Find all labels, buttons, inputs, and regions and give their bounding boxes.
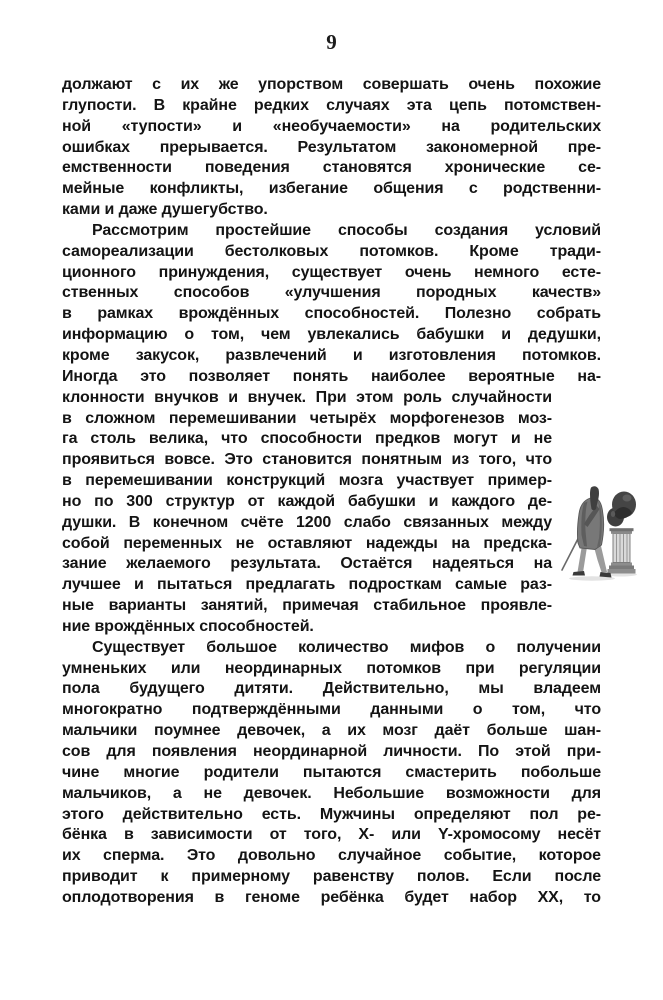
- text-line: ной «тупости» и «необучаемости» на родительских: [62, 117, 601, 135]
- text-line: самореализации бестолковых потомков. Кроме тради-: [62, 242, 601, 260]
- illustration: [554, 483, 642, 583]
- text-line: но по 300 структур от каждой бабушки и каждого де-: [62, 492, 552, 510]
- text-line: многократно подтверждёнными данными о том, что: [62, 701, 601, 719]
- page-number: 9: [326, 30, 337, 54]
- text-line: их сперма. Это довольно случайное событие, которое: [62, 847, 601, 865]
- text-line: Существует большое количество мифов о получении: [92, 638, 601, 656]
- text-line: ками и даже душегубство.: [62, 201, 268, 219]
- text-line: приводит к примерному равенству полов. Если после: [62, 868, 601, 886]
- text-line: мальчиков, а не девочек. Небольшие возможности для: [62, 784, 601, 802]
- text-line: бёнка в зависимости от того, X- или Y-хромосому несёт: [62, 826, 601, 844]
- text-line: ные варианты занятий, примечая стабильное проявле-: [62, 597, 552, 615]
- text-line: проявиться вовсе. Это становится понятным из того, что: [62, 451, 552, 469]
- text-line: в рамках врождённых способностей. Полезно собрать: [62, 305, 601, 323]
- body-text: [62, 75, 601, 909]
- text-line: ние врождённых способностей.: [62, 617, 314, 635]
- text-line: чине многие родители пытаются смастерить побольше: [62, 763, 601, 781]
- text-line: в сложном перемешивании четырёх морфогенезов моз-: [62, 409, 552, 427]
- text-line: оплодотворения в геноме ребёнка будет набор XX, то: [62, 888, 601, 906]
- text-line: умненьких или неординарных потомков при регуляции: [62, 659, 601, 677]
- man-viewing-sculpture-illustration: [554, 483, 642, 583]
- text-line: собой переменных не оставляют надежды на предска-: [62, 534, 552, 552]
- text-line: мейные конфликты, избегание общения с родственни-: [62, 180, 601, 198]
- text-line: сов для появления неординарной личности. По этой при-: [62, 743, 601, 760]
- text-line: информацию о том, чем увлекались бабушки и дедушки,: [62, 326, 601, 344]
- text-line: зание желаемого результата. Остаётся надеяться на: [62, 555, 552, 573]
- text-line: глупости. В крайне редких случаях эта цепь потомствен-: [62, 96, 601, 114]
- pedestal-column-icon: [608, 528, 636, 573]
- text-line: мальчики поумнее девочек, а их мозг даёт больше шан-: [62, 722, 601, 740]
- man-figure-icon: [562, 486, 612, 577]
- text-line: этого действительно есть. Мужчины определяют пол ре-: [62, 805, 601, 823]
- text-line: лучшее и пытаться предлагать подросткам самые раз-: [62, 576, 552, 594]
- text-line: емственности поведения становятся хронические се-: [62, 159, 601, 177]
- text-line: душки. В конечном счёте 1200 слабо связанных между: [62, 513, 552, 531]
- text-line: Рассмотрим простейшие способы создания условий: [92, 221, 601, 239]
- text-line: в перемешивании конструкций мозга участвует пример-: [62, 472, 552, 490]
- text-line: ошибках прерывается. Результатом закономерной пре-: [62, 138, 601, 156]
- text-line: кроме закусок, развлечений и изготовления потомков.: [62, 346, 601, 364]
- text-line: ционного принуждения, существует очень немного есте-: [62, 263, 601, 281]
- text-line: ственных способов «улучшения породных качеств»: [62, 284, 601, 302]
- text-line: Иногда это позволяет понять наиболее вероятные на-: [62, 367, 601, 385]
- text-line: клонности внучков и внучек. При этом роль случайности: [62, 388, 552, 406]
- embryo-sculpture-icon: [607, 492, 636, 527]
- text-line: должают с их же упорством совершать очень похожие: [62, 76, 601, 93]
- text-line: га столь велика, что способности предков могут и не: [62, 430, 552, 448]
- text-line: пола будущего дитяти. Действительно, мы владеем: [62, 680, 601, 698]
